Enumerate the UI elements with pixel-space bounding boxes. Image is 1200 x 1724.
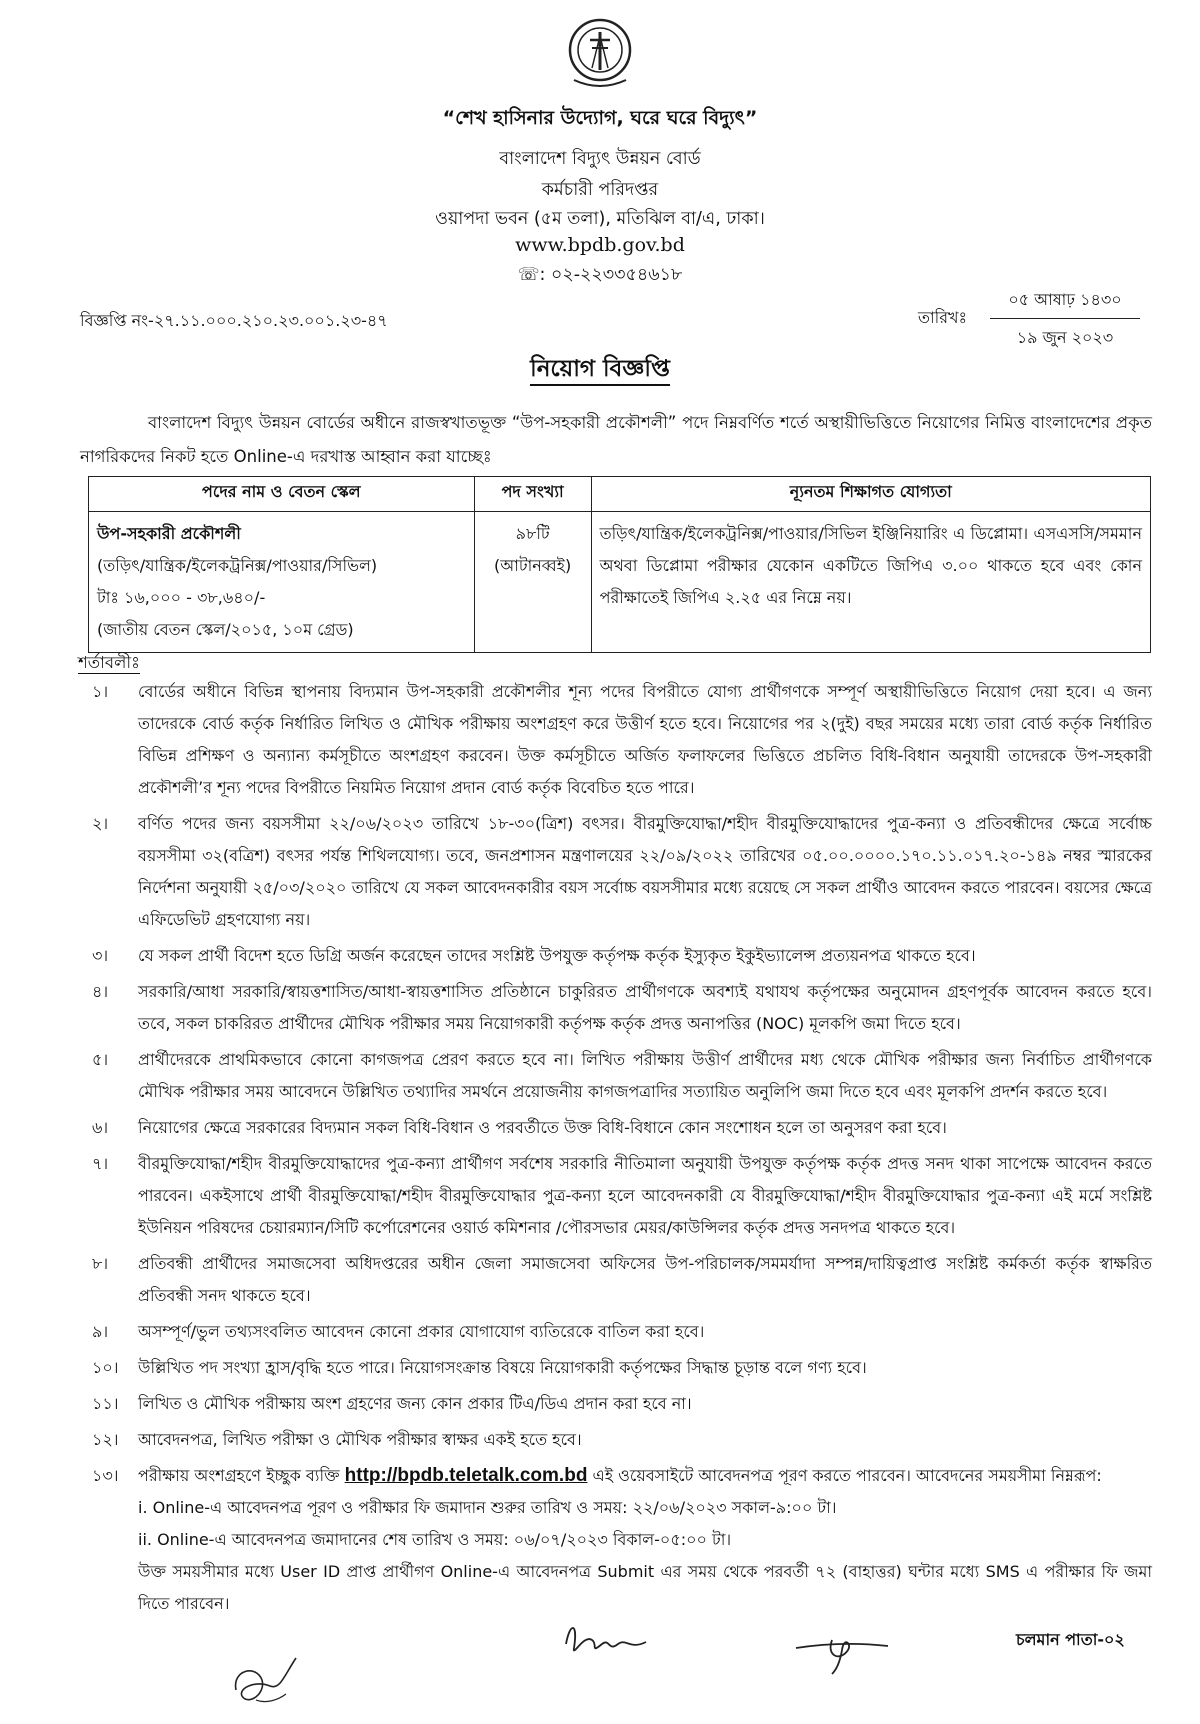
bpdb-logo-icon: [566, 14, 634, 94]
list-item: [80, 1316, 1152, 1348]
list-item: [80, 676, 1152, 804]
term-number: ১২।: [92, 1430, 119, 1449]
date-label: তারিখঃ: [918, 308, 968, 327]
term-number: ১৩।: [92, 1466, 119, 1485]
table-header-row: [89, 477, 1151, 512]
term-text: অসম্পূর্ণ/ভুল তথ্যসংবলিত আবেদন কোনো প্রকার যোগাযোগ ব্যতিরেকে বাতিল করা হবে।: [138, 1322, 705, 1341]
page-title-text: নিয়োগ বিজ্ঞপ্তি: [530, 356, 670, 386]
term-text: উল্লিখিত পদ সংখ্যা হ্রাস/বৃদ্ধি হতে পারে। নিয়োগসংক্রান্ত বিষয়ে নিয়োগকারী কর্তৃপক্ষের সিদ্ধান্ত চূড়ান্ত বলে গণ্য হবে।: [138, 1358, 867, 1377]
memo-number: বিজ্ঞপ্তি নং-২৭.১১.০০০.২১০.২৩.০০১.২৩-৪৭: [80, 311, 388, 330]
department-name: কর্মচারী পরিদপ্তর: [541, 180, 659, 200]
organization-name: বাংলাদেশ বিদ্যুৎ উন্নয়ন বোর্ড: [499, 149, 701, 169]
term-number: ১১।: [92, 1394, 119, 1413]
term-text: বীরমুক্তিযোদ্ধা/শহীদ বীরমুক্তিযোদ্ধাদের পুত্র-কন্যা প্রার্থীগণ সর্বশেষ সরকারি নীতিমালা অনুযায়ী উপযুক্ত কর্তৃপক্ষ কর্তৃক প্রদত্ত সনদ থাকা সাপেক্ষে আবেদন করতে পারবেন। একইসাথে প্রার্থী বীরমুক্তিযোদ্ধা/শহীদ বীরমুক্তিযোদ্ধার পুত্র-কন্যা হলে আবেদনকারী যে বীরমুক্তিযোদ্ধা/শহীদ বীরমুক্তিযোদ্ধার পুত্র-কন্যা এই মর্মে সংশ্লিষ্ট ইউনিয়ন পরিষদের চেয়ারম্যান/সিটি কর্পোরেশনের ওয়ার্ড কমিশনার /পৌরসভার মেয়র/কাউন্সিলর কর্তৃক প্রদত্ত সনদপত্র থাকতে হবে।: [138, 1154, 1152, 1237]
list-item: [80, 1248, 1152, 1312]
term-number: ৯।: [92, 1322, 109, 1341]
application-website-link[interactable]: http://bpdb.teletalk.com.bd: [344, 1465, 588, 1486]
term-number: ১০।: [92, 1358, 119, 1377]
table-row: [89, 512, 1151, 653]
post-title: উপ-সহকারী প্রকৌশলী: [97, 524, 241, 543]
list-item: [80, 940, 1152, 972]
term-number: ২।: [92, 814, 109, 833]
term-number: ৪।: [92, 982, 109, 1001]
term-number: ৬।: [92, 1118, 109, 1137]
signature-left-icon: [226, 1650, 306, 1714]
date-block: [990, 287, 1140, 352]
list-item: [80, 1148, 1152, 1244]
signature-right-icon: [792, 1626, 892, 1676]
phone-number: ☏: ০২-২২৩৩৫৪৬১৮: [517, 265, 683, 285]
term-number: ১।: [92, 682, 109, 701]
term-number: ৮।: [92, 1254, 109, 1273]
continued-page-label: চলমান পাতা-০২: [1016, 1630, 1125, 1649]
list-item: [80, 976, 1152, 1040]
list-item: [80, 808, 1152, 936]
term13-text-after: এই ওয়েবসাইটে আবেদনপত্র পূরণ করতে পারবেন। আবেদনের সময়সীমা নিম্নরূপ:: [592, 1466, 1102, 1485]
application-end-time: ii. Online-এ আবেদনপত্র জমাদানের শেষ তারিখ ও সময়: ০৬/০৭/২০২৩ বিকাল-০৫:০০ টা।: [138, 1530, 732, 1549]
post-count: ৯৮টি: [515, 524, 550, 543]
list-item: [80, 1044, 1152, 1108]
slogan: “শেখ হাসিনার উদ্যোগ, ঘরে ঘরে বিদ্যুৎ”: [442, 107, 758, 129]
count-cell: [474, 512, 591, 653]
term-text: প্রার্থীদেরকে প্রাথমিকভাবে কোনো কাগজপত্র প্রেরণ করতে হবে না। লিখিত পরীক্ষায় উত্তীর্ণ প্রার্থীদের মধ্য থেকে মৌখিক পরীক্ষার জন্য নির্বাচিত প্রার্থীগণকে মৌখিক পরীক্ষার সময় আবেদনে উল্লিখিত তথ্যাদির সমর্থনে প্রয়োজনীয় কাগজপত্রাদির সত্যায়িত অনুলিপি জমা দিতে হবে এবং মূলকপি প্রদর্শন করতে হবে।: [138, 1050, 1152, 1101]
signature-middle-icon: [560, 1614, 650, 1664]
term-text: যে সকল প্রার্থী বিদেশ হতে ডিগ্রি অর্জন করেছেন তাদের সংশ্লিষ্ট উপযুক্ত কর্তৃপক্ষ কর্তৃক ইস্যুকৃত ইকুইভ্যালেন্স প্রত্যয়নপত্র থাকতে হবে।: [138, 946, 976, 965]
header-qualification: ন্যূনতম শিক্ষাগত যোগ্যতা: [591, 477, 1150, 512]
term-text: লিখিত ও মৌখিক পরীক্ষায় অংশ গ্রহণের জন্য কোন প্রকার টিএ/ডিএ প্রদান করা হবে না।: [138, 1394, 692, 1413]
date-english: ১৯ জুন ২০২৩: [1016, 328, 1114, 347]
website[interactable]: www.bpdb.gov.bd: [515, 234, 685, 256]
term-number: ৭।: [92, 1154, 109, 1173]
date-bangla: ০৫ আষাঢ় ১৪৩০: [990, 287, 1140, 319]
post-count-words: (আটানব্বই): [493, 556, 572, 575]
term-number: ৫।: [92, 1050, 109, 1069]
term-text: নিয়োগের ক্ষেত্রে সরকারের বিদ্যমান সকল বিধি-বিধান ও পরবর্তীতে উক্ত বিধি-বিধানে কোন সংশোধন হলে তা অনুসরণ করা হবে।: [138, 1118, 947, 1137]
list-item: [80, 1460, 1152, 1620]
list-item: [80, 1424, 1152, 1456]
header-post-name: পদের নাম ও বেতন স্কেল: [89, 477, 475, 512]
term-text: [138, 1460, 1152, 1620]
terms-list: [80, 676, 1152, 1624]
term13-text-before: পরীক্ষায় অংশগ্রহণে ইচ্ছুক ব্যক্তি: [138, 1466, 340, 1485]
office-address: ওয়াপদা ভবন (৫ম তলা), মতিঝিল বা/এ, ঢাকা।: [435, 209, 765, 229]
post-table: [88, 476, 1151, 653]
qualification-cell: তড়িৎ/যান্ত্রিক/ইলেকট্রনিক্স/পাওয়ার/সিভিল ইঞ্জিনিয়ারিং এ ডিপ্লোমা। এসএসসি/সমমান অথবা ডিপ্লোমা পরীক্ষার যেকোন একটিতে জিপিএ ৩.০০ থাকতে হবে এবং কোন পরীক্ষাতেই জিপিএ ২.২৫ এর নিম্নে নয়।: [591, 512, 1150, 653]
term-text: বোর্ডের অধীনে বিভিন্ন স্থাপনায় বিদ্যমান উপ-সহকারী প্রকৌশলীর শূন্য পদের বিপরীতে যোগ্য প্রার্থীগণকে সম্পূর্ণ অস্থায়ীভিত্তিতে নিয়োগ দেয়া হবে। এ জন্য তাদেরকে বোর্ড কর্তৃক নির্ধারিত লিখিত ও মৌখিক পরীক্ষায় অংশগ্রহণ করে উত্তীর্ণ হতে হবে। নিয়োগের পর ২(দুই) বছর সময়ের মধ্যে তারা বোর্ড কর্তৃক নির্ধারিত বিভিন্ন প্রশিক্ষণ ও অন্যান্য কর্মসূচীতে অংশগ্রহণ করবেন। উক্ত কর্মসূচীতে অর্জিত ফলাফলের ভিত্তিতে প্রচলিত বিধি-বিধান অনুযায়ী তাদেরকে উপ-সহকারী প্রকৌশলী’র শূন্য পদের বিপরীতে নিয়মিত নিয়োগ প্রদান বোর্ড কর্তৃক বিবেচিত হতে পারে।: [138, 682, 1152, 797]
post-cell: [89, 512, 475, 653]
post-scale: (জাতীয় বেতন স্কেল/২০১৫, ১০ম গ্রেড): [97, 620, 354, 639]
application-start-time: i. Online-এ আবেদনপত্র পূরণ ও পরীক্ষার ফি জমাদান শুরুর তারিখ ও সময়: ২২/০৬/২০২৩ সকাল-৯:০০ টা।: [138, 1498, 837, 1517]
fee-payment-note: উক্ত সময়সীমার মধ্যে User ID প্রাপ্ত প্রার্থীগণ Online-এ আবেদনপত্র Submit এর সময় থেকে পরবর্তী ৭২ (বাহাত্তর) ঘন্টার মধ্যে SMS এ পরীক্ষার ফি জমা দিতে পারবেন।: [138, 1562, 1152, 1613]
term-text: প্রতিবন্ধী প্রার্থীদের সমাজসেবা অধিদপ্তরের অধীন জেলা সমাজসেবা অফিসের উপ-পরিচালক/সমমর্যাদা সম্পন্ন/দায়িত্বপ্রাপ্ত সংশ্লিষ্ট কর্মকর্তা কর্তৃক স্বাক্ষরিত প্রতিবন্ধী সনদ থাকতে হবে।: [138, 1254, 1152, 1305]
term-text: আবেদনপত্র, লিখিত পরীক্ষা ও মৌখিক পরীক্ষার স্বাক্ষর একই হতে হবে।: [138, 1430, 582, 1449]
terms-heading: শর্তাবলীঃ: [78, 653, 140, 672]
list-item: [80, 1352, 1152, 1384]
page-title: [0, 350, 1200, 389]
term-text: বর্ণিত পদের জন্য বয়সসীমা ২২/০৬/২০২৩ তারিখে ১৮-৩০(ত্রিশ) বৎসর। বীরমুক্তিযোদ্ধা/শহীদ বীরমুক্তিযোদ্ধাদের পুত্র-কন্যা ও প্রতিবন্ধীদের ক্ষেত্রে সর্বোচ্চ বয়সসীমা ৩২(বত্রিশ) বৎসর পর্যন্ত শিথিলযোগ্য। তবে, জনপ্রশাসন মন্ত্রণালয়ের ২২/০৯/২০২২ তারিখের ০৫.০০.০০০০.১৭০.১১.০১৭.২০-১৪৯ নম্বর স্মারকের নির্দেশনা অনুযায়ী ২৫/০৩/২০২০ তারিখে যে সকল আবেদনকারীর বয়স সর্বোচ্চ বয়সসীমার মধ্যে রয়েছে সে সকল প্রার্থীও আবেদন করতে পারবেন। বয়সের ক্ষেত্রে এফিডেভিট গ্রহণযোগ্য নয়।: [138, 814, 1152, 929]
list-item: [80, 1112, 1152, 1144]
header-post-count: পদ সংখ্যা: [474, 477, 591, 512]
list-item: [80, 1388, 1152, 1420]
intro-paragraph: বাংলাদেশ বিদ্যুৎ উন্নয়ন বোর্ডের অধীনে রাজস্বখাতভূক্ত “উপ-সহকারী প্রকৌশলী” পদে নিম্নবর্ণিত শর্তে অস্থায়ীভিত্তিতে নিয়োগের নিমিত্ত বাংলাদেশের প্রকৃত নাগরিকদের নিকট হতে Online-এ দরখাস্ত আহ্বান করা যাচ্ছেঃ: [80, 413, 1152, 466]
post-subject: (তড়িৎ/যান্ত্রিক/ইলেকট্রনিক্স/পাওয়ার/সিভিল): [97, 556, 378, 575]
term-text: সরকারি/আধা সরকারি/স্বায়ত্তশাসিত/আধা-স্বায়ত্তশাসিত প্রতিষ্ঠানে চাকুরিরত প্রার্থীগণকে অবশ্যই যথাযথ কর্তৃপক্ষের অনুমোদন গ্রহণপূর্বক আবেদন করতে হবে। তবে, সকল চাকরিরত প্রার্থীদের মৌখিক পরীক্ষার সময় নিয়োগকারী কর্তৃপক্ষ কর্তৃক প্রদত্ত অনাপত্তির (NOC) মূলকপি জমা দিতে হবে।: [138, 982, 1152, 1033]
term-number: ৩।: [92, 946, 109, 965]
post-salary: টাঃ ১৬,০০০ - ৩৮,৬৪০/-: [97, 588, 266, 607]
